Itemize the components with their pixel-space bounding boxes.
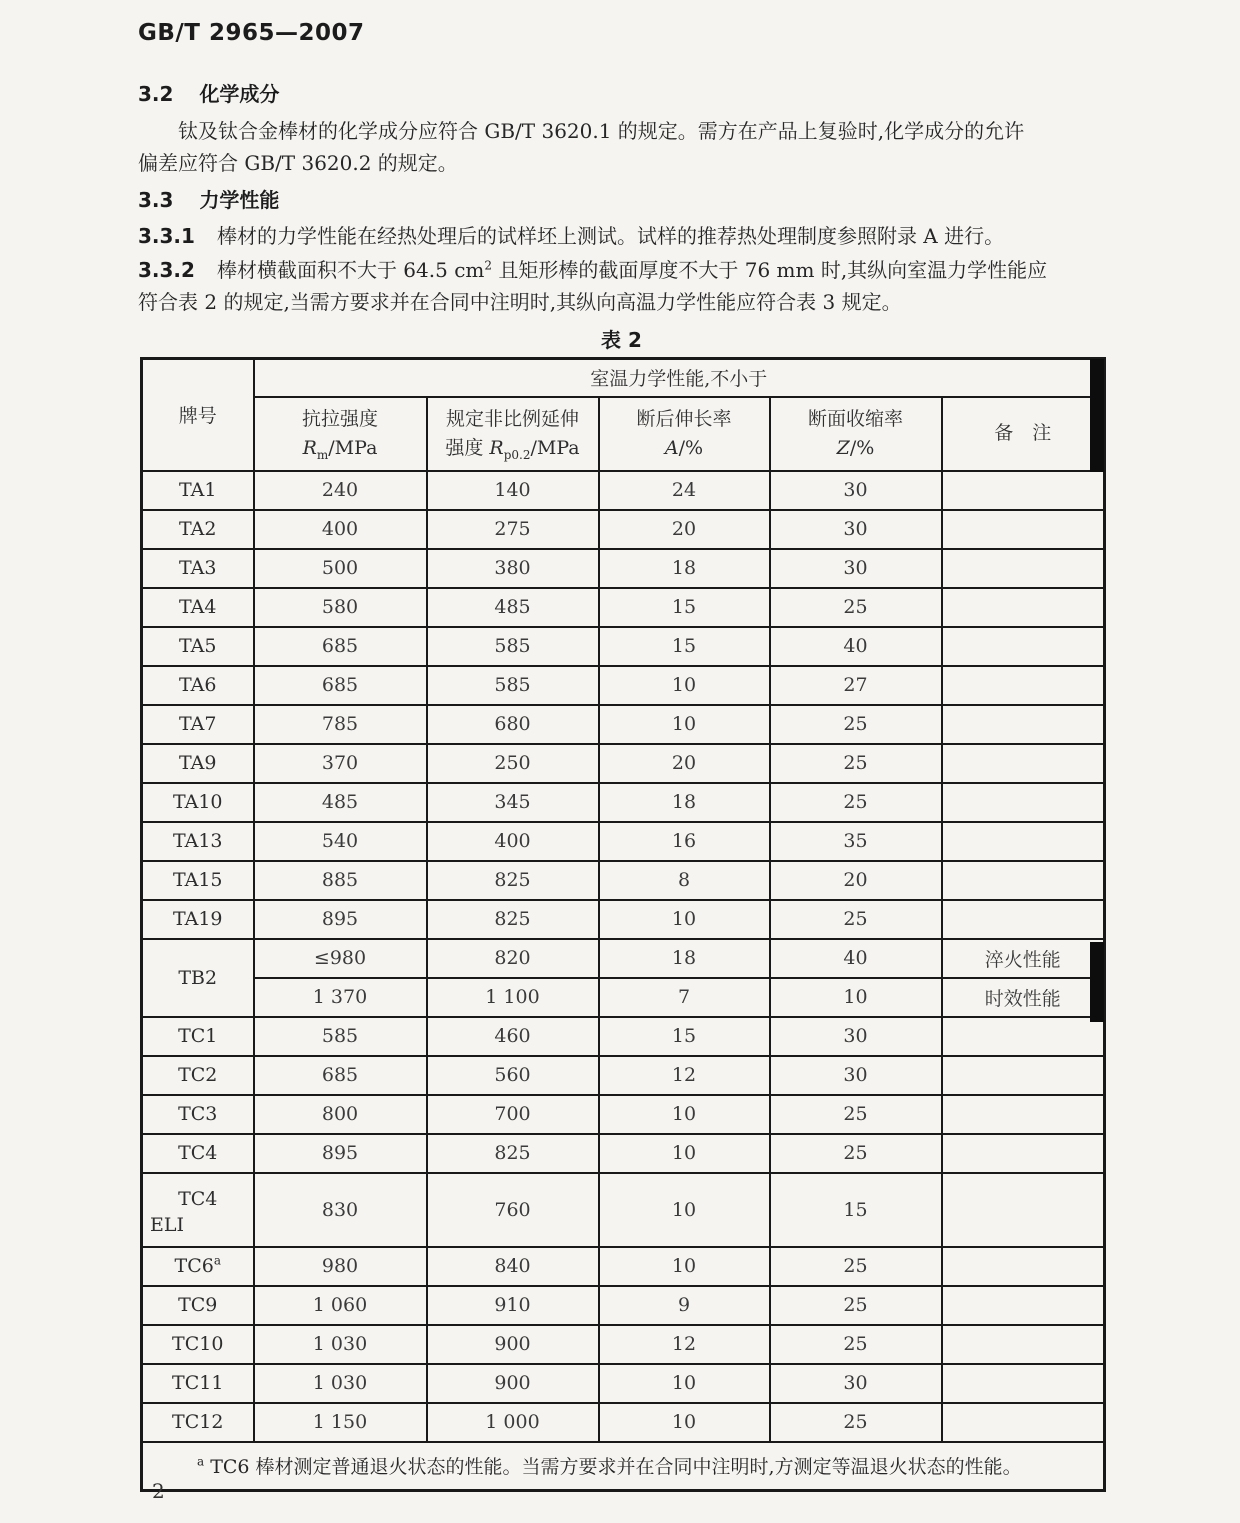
clause-text: 棒材的力学性能在经热处理后的试样坯上测试。试样的推荐热处理制度参照附录 A 进行。 xyxy=(216,224,1005,248)
cell-grade: TC12 xyxy=(142,1403,254,1442)
cell-z: 10 xyxy=(770,978,942,1017)
cell-rp02: 460 xyxy=(427,1017,599,1056)
cell-a: 10 xyxy=(599,1134,770,1173)
cell-rm: 685 xyxy=(254,666,427,705)
cell-rp02: 825 xyxy=(427,861,599,900)
cell-note xyxy=(942,510,1105,549)
cell-rm: 580 xyxy=(254,588,427,627)
cell-rp02: 825 xyxy=(427,1134,599,1173)
table-row xyxy=(142,588,1105,627)
cell-z: 30 xyxy=(770,549,942,588)
cell-z: 25 xyxy=(770,900,942,939)
cell-note xyxy=(942,783,1105,822)
cell-z: 25 xyxy=(770,1286,942,1325)
symbol-rm: R xyxy=(302,436,317,459)
cell-rp02: 900 xyxy=(427,1325,599,1364)
cell-a: 7 xyxy=(599,978,770,1017)
cell-a: 10 xyxy=(599,1173,770,1247)
table-row xyxy=(142,666,1105,705)
table-row xyxy=(142,900,1105,939)
table-row xyxy=(142,510,1105,549)
cell-grade: TC6$^a$ xyxy=(142,1247,254,1286)
cell-note xyxy=(942,471,1105,510)
cell-rm: 500 xyxy=(254,549,427,588)
section-3-3-heading xyxy=(138,188,1130,212)
cell-grade: TC2 xyxy=(142,1056,254,1095)
unit: /% xyxy=(678,436,704,459)
cell-note xyxy=(942,900,1105,939)
cell-z: 25 xyxy=(770,1403,942,1442)
cell-grade: TA2 xyxy=(142,510,254,549)
scan-artifact-bar-header xyxy=(1090,359,1104,472)
cell-z: 40 xyxy=(770,627,942,666)
cell-rm: ≤980 xyxy=(254,939,427,978)
cell-note xyxy=(942,549,1105,588)
cell-a: 20 xyxy=(599,510,770,549)
cell-grade: TA7 xyxy=(142,705,254,744)
cell-z: 30 xyxy=(770,1364,942,1403)
header-line: 断面收缩率 xyxy=(807,407,903,430)
table-footnote xyxy=(142,1442,1105,1491)
cell-grade: TB2 xyxy=(142,939,254,1017)
cell-grade: TA9 xyxy=(142,744,254,783)
table-row xyxy=(142,1134,1105,1173)
clause-number: 3.3.2 xyxy=(138,258,195,282)
cell-rp02: 825 xyxy=(427,900,599,939)
cell-a: 18 xyxy=(599,549,770,588)
header-text: 强度 xyxy=(445,436,490,459)
cell-note xyxy=(942,705,1105,744)
cell-z: 25 xyxy=(770,1134,942,1173)
cell-a: 16 xyxy=(599,822,770,861)
header-remarks: 备 注 xyxy=(942,397,1105,471)
cell-note xyxy=(942,1173,1105,1247)
cell-rp02: 840 xyxy=(427,1247,599,1286)
section-title: 化学成分 xyxy=(199,82,280,106)
cell-z: 35 xyxy=(770,822,942,861)
cell-rm: 685 xyxy=(254,627,427,666)
footnote-row xyxy=(142,1442,1105,1491)
cell-rm: 585 xyxy=(254,1017,427,1056)
cell-note xyxy=(942,1325,1105,1364)
unit: /% xyxy=(849,436,875,459)
symbol-rp02: R xyxy=(489,436,504,459)
subscript: p0.2 xyxy=(503,447,531,462)
grade-line: TC4 xyxy=(178,1187,218,1210)
header-row-1 xyxy=(142,359,1105,397)
table-row xyxy=(142,978,1105,1017)
cell-rp02: 1 100 xyxy=(427,978,599,1017)
grade-line: ELI xyxy=(150,1213,184,1236)
cell-a: 12 xyxy=(599,1325,770,1364)
cell-rp02: 700 xyxy=(427,1095,599,1134)
cell-grade: TA10 xyxy=(142,783,254,822)
table-row xyxy=(142,1017,1105,1056)
cell-rp02: 560 xyxy=(427,1056,599,1095)
cell-grade: TC3 xyxy=(142,1095,254,1134)
table-header xyxy=(142,359,1105,471)
table-caption: 表 2 xyxy=(601,328,642,352)
table-row xyxy=(142,783,1105,822)
subscript: m xyxy=(316,447,329,462)
cell-grade: TC4 xyxy=(142,1134,254,1173)
cell-z: 40 xyxy=(770,939,942,978)
cell-grade: TA1 xyxy=(142,471,254,510)
header-line: 断后伸长率 xyxy=(636,407,732,430)
table-row xyxy=(142,1247,1105,1286)
table-row xyxy=(142,744,1105,783)
cell-rp02: 900 xyxy=(427,1364,599,1403)
cell-a: 10 xyxy=(599,1095,770,1134)
cell-rp02: 250 xyxy=(427,744,599,783)
cell-rm: 785 xyxy=(254,705,427,744)
cell-grade: TC10 xyxy=(142,1325,254,1364)
cell-z: 30 xyxy=(770,471,942,510)
header-group: 室温力学性能,不小于 xyxy=(254,359,1105,397)
scan-artifact-bar-tb2 xyxy=(1090,942,1104,1022)
cell-rp02: 1 000 xyxy=(427,1403,599,1442)
standard-number: GB/T 2965—2007 xyxy=(138,20,365,46)
unit: /MPa xyxy=(530,436,580,459)
cell-grade: TA6 xyxy=(142,666,254,705)
cell-rp02: 380 xyxy=(427,549,599,588)
cell-z: 25 xyxy=(770,1095,942,1134)
cell-a: 15 xyxy=(599,588,770,627)
grade-superscript: a xyxy=(213,1253,221,1268)
cell-a: 18 xyxy=(599,783,770,822)
cell-note: 时效性能 xyxy=(942,978,1105,1017)
unit: /MPa xyxy=(328,436,378,459)
cell-note xyxy=(942,1017,1105,1056)
cell-rp02: 485 xyxy=(427,588,599,627)
header-line: 规定非比例延伸 xyxy=(445,407,579,430)
table-row xyxy=(142,822,1105,861)
cell-grade: TA13 xyxy=(142,822,254,861)
table-row xyxy=(142,705,1105,744)
cell-a: 10 xyxy=(599,705,770,744)
clause-3-3-1 xyxy=(138,220,1130,252)
table-row xyxy=(142,1056,1105,1095)
cell-grade: TA4 xyxy=(142,588,254,627)
table-row xyxy=(142,861,1105,900)
cell-rm: 540 xyxy=(254,822,427,861)
cell-a: 10 xyxy=(599,666,770,705)
cell-rm: 800 xyxy=(254,1095,427,1134)
section-3-2-paragraph xyxy=(138,115,1130,179)
header-elongation xyxy=(599,397,770,471)
symbol-a: A xyxy=(664,436,679,459)
cell-note xyxy=(942,1095,1105,1134)
section-number: 3.2 xyxy=(138,82,174,106)
cell-grade: TA15 xyxy=(142,861,254,900)
cell-z: 30 xyxy=(770,1017,942,1056)
cell-rm: 485 xyxy=(254,783,427,822)
cell-note xyxy=(942,1247,1105,1286)
header-proof-strength xyxy=(427,397,599,471)
cell-rm: 895 xyxy=(254,1134,427,1173)
paragraph-line: 偏差应符合 GB/T 3620.2 的规定。 xyxy=(138,151,458,175)
cell-rm: 980 xyxy=(254,1247,427,1286)
cell-z: 25 xyxy=(770,705,942,744)
cell-rm: 1 370 xyxy=(254,978,427,1017)
cell-rp02: 585 xyxy=(427,627,599,666)
cell-a: 18 xyxy=(599,939,770,978)
cell-rm: 240 xyxy=(254,471,427,510)
cell-note xyxy=(942,627,1105,666)
cell-note xyxy=(942,744,1105,783)
paragraph-line: 钛及钛合金棒材的化学成分应符合 GB/T 3620.1 的规定。需方在产品上复验时,化学成分的允许 xyxy=(178,119,1025,143)
table-row xyxy=(142,1364,1105,1403)
table-row xyxy=(142,1095,1105,1134)
cell-rm: 370 xyxy=(254,744,427,783)
cell-grade xyxy=(142,1173,254,1247)
cell-note xyxy=(942,588,1105,627)
table-row xyxy=(142,1173,1105,1247)
cell-rp02: 345 xyxy=(427,783,599,822)
cell-rm: 895 xyxy=(254,900,427,939)
cell-grade: TA3 xyxy=(142,549,254,588)
mechanical-properties-table xyxy=(140,357,1106,1492)
footnote-text: TC6 棒材测定普通退火状态的性能。当需方要求并在合同中注明时,方测定等温退火状态的性能。 xyxy=(204,1456,1022,1479)
cell-a: 10 xyxy=(599,900,770,939)
table-footer xyxy=(142,1442,1105,1491)
cell-rp02: 760 xyxy=(427,1173,599,1247)
cell-rp02: 910 xyxy=(427,1286,599,1325)
section-3-2-heading xyxy=(138,82,1130,106)
cell-grade: TC1 xyxy=(142,1017,254,1056)
section-title: 力学性能 xyxy=(199,188,280,212)
cell-z: 25 xyxy=(770,1325,942,1364)
table-row xyxy=(142,549,1105,588)
cell-note xyxy=(942,1286,1105,1325)
cell-grade: TA19 xyxy=(142,900,254,939)
clause-number: 3.3.1 xyxy=(138,224,195,248)
cell-rp02: 400 xyxy=(427,822,599,861)
cell-z: 30 xyxy=(770,510,942,549)
cell-rm: 1 150 xyxy=(254,1403,427,1442)
cell-rp02: 680 xyxy=(427,705,599,744)
page-number: 2 xyxy=(152,1479,165,1503)
header-reduction-of-area xyxy=(770,397,942,471)
table-row xyxy=(142,939,1105,978)
cell-rm: 685 xyxy=(254,1056,427,1095)
cell-z: 20 xyxy=(770,861,942,900)
cell-note xyxy=(942,1134,1105,1173)
cell-rm: 1 030 xyxy=(254,1325,427,1364)
cell-note xyxy=(942,861,1105,900)
table-body xyxy=(142,471,1105,1442)
header-tensile-strength xyxy=(254,397,427,471)
cell-a: 10 xyxy=(599,1364,770,1403)
superscript: 2 xyxy=(484,258,493,273)
table-row xyxy=(142,1403,1105,1442)
cell-a: 8 xyxy=(599,861,770,900)
cell-a: 15 xyxy=(599,1017,770,1056)
cell-z: 25 xyxy=(770,783,942,822)
cell-rm: 400 xyxy=(254,510,427,549)
cell-note xyxy=(942,822,1105,861)
table-row xyxy=(142,471,1105,510)
clause-line: 符合表 2 的规定,当需方要求并在合同中注明时,其纵向高温力学性能应符合表 3 规定。 xyxy=(138,290,902,314)
cell-grade: TA5 xyxy=(142,627,254,666)
cell-z: 25 xyxy=(770,588,942,627)
cell-a: 24 xyxy=(599,471,770,510)
cell-grade: TC9 xyxy=(142,1286,254,1325)
footnote-marker: a xyxy=(197,1454,205,1469)
header-line xyxy=(771,434,941,463)
table-row xyxy=(142,627,1105,666)
header-line: 抗拉强度 xyxy=(301,407,378,430)
cell-a: 20 xyxy=(599,744,770,783)
cell-rm: 1 030 xyxy=(254,1364,427,1403)
cell-rp02: 140 xyxy=(427,471,599,510)
cell-z: 25 xyxy=(770,744,942,783)
cell-z: 27 xyxy=(770,666,942,705)
cell-rp02: 275 xyxy=(427,510,599,549)
cell-rp02: 820 xyxy=(427,939,599,978)
cell-note xyxy=(942,1403,1105,1442)
symbol-z: Z xyxy=(836,436,850,459)
table-row xyxy=(142,1325,1105,1364)
cell-note xyxy=(942,1056,1105,1095)
clause-3-3-2 xyxy=(138,254,1130,318)
cell-a: 12 xyxy=(599,1056,770,1095)
header-line xyxy=(255,434,426,463)
cell-note xyxy=(942,666,1105,705)
cell-rm: 830 xyxy=(254,1173,427,1247)
section-number: 3.3 xyxy=(138,188,174,212)
header-line xyxy=(600,434,769,463)
cell-a: 9 xyxy=(599,1286,770,1325)
cell-rp02: 585 xyxy=(427,666,599,705)
cell-a: 10 xyxy=(599,1247,770,1286)
header-line xyxy=(428,434,598,463)
table-2-container xyxy=(140,357,1103,1492)
header-row-2 xyxy=(142,397,1105,471)
cell-z: 25 xyxy=(770,1247,942,1286)
clause-text: 且矩形棒的截面厚度不大于 76 mm 时,其纵向室温力学性能应 xyxy=(492,258,1048,282)
cell-note xyxy=(942,1364,1105,1403)
cell-grade: TC11 xyxy=(142,1364,254,1403)
cell-rm: 885 xyxy=(254,861,427,900)
clause-text: 棒材横截面积不大于 64.5 cm xyxy=(216,258,485,282)
cell-a: 15 xyxy=(599,627,770,666)
cell-note: 淬火性能 xyxy=(942,939,1105,978)
cell-rm: 1 060 xyxy=(254,1286,427,1325)
table-row xyxy=(142,1286,1105,1325)
cell-z: 15 xyxy=(770,1173,942,1247)
cell-a: 10 xyxy=(599,1403,770,1442)
clause-line xyxy=(138,254,1130,286)
cell-z: 30 xyxy=(770,1056,942,1095)
header-grade: 牌号 xyxy=(142,359,254,471)
